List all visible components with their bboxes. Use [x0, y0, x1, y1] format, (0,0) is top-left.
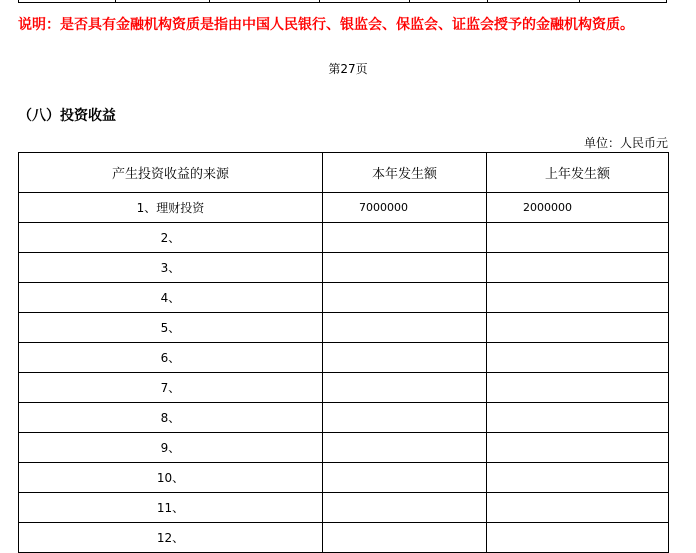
- current-year-cell: [323, 403, 487, 433]
- table-divider: [115, 0, 116, 3]
- current-year-cell: [323, 463, 487, 493]
- previous-year-cell: [487, 313, 669, 343]
- previous-year-cell: [487, 223, 669, 253]
- previous-year-cell: [487, 433, 669, 463]
- source-cell: 6、: [19, 343, 323, 373]
- table-row: [19, 283, 669, 313]
- previous-year-cell: [487, 493, 669, 523]
- table-header-row: [19, 153, 669, 193]
- source-cell: 11、: [19, 493, 323, 523]
- previous-table-remnant: [18, 0, 667, 3]
- source-cell: 10、: [19, 463, 323, 493]
- current-year-cell: 7000000: [323, 193, 487, 223]
- header-current-year: 本年发生额: [323, 153, 487, 193]
- source-cell: 1、理财投资: [19, 193, 323, 223]
- page-number: 第27页: [328, 62, 368, 76]
- source-cell: 9、: [19, 433, 323, 463]
- source-cell: 7、: [19, 373, 323, 403]
- investment-income-table: [18, 152, 669, 553]
- table-row: [19, 493, 669, 523]
- header-source: 产生投资收益的来源: [19, 153, 323, 193]
- current-year-cell: [323, 253, 487, 283]
- previous-year-cell: [487, 463, 669, 493]
- previous-year-cell: [487, 373, 669, 403]
- source-cell: 12、: [19, 523, 323, 553]
- previous-year-cell: 2000000: [487, 193, 669, 223]
- previous-year-cell: [487, 523, 669, 553]
- table-divider: [579, 0, 580, 3]
- table-row: [19, 193, 669, 223]
- current-year-cell: [323, 523, 487, 553]
- table-row: [19, 313, 669, 343]
- previous-year-cell: [487, 253, 669, 283]
- table-divider: [209, 0, 210, 3]
- table-row: [19, 253, 669, 283]
- table-row: [19, 523, 669, 553]
- source-cell: 4、: [19, 283, 323, 313]
- source-cell: 2、: [19, 223, 323, 253]
- table-row: [19, 343, 669, 373]
- table-divider: [319, 0, 320, 3]
- previous-year-cell: [487, 403, 669, 433]
- table-row: [19, 223, 669, 253]
- header-previous-year: 上年发生额: [487, 153, 669, 193]
- current-year-cell: [323, 373, 487, 403]
- table-row: [19, 373, 669, 403]
- current-year-cell: [323, 433, 487, 463]
- previous-year-cell: [487, 343, 669, 373]
- current-year-cell: [323, 283, 487, 313]
- previous-year-cell: [487, 283, 669, 313]
- table-row: [19, 463, 669, 493]
- currency-unit-label: 单位：人民币元: [583, 136, 668, 150]
- current-year-cell: [323, 493, 487, 523]
- source-cell: 3、: [19, 253, 323, 283]
- current-year-cell: [323, 343, 487, 373]
- table-divider: [409, 0, 410, 3]
- current-year-cell: [323, 313, 487, 343]
- table-row: [19, 403, 669, 433]
- current-year-cell: [323, 223, 487, 253]
- table-divider: [487, 0, 488, 3]
- source-cell: 8、: [19, 403, 323, 433]
- qualification-note: 说明：是否具有金融机构资质是指由中国人民银行、银监会、保监会、证监会授予的金融机构资质。: [18, 17, 634, 33]
- table-row: [19, 433, 669, 463]
- source-cell: 5、: [19, 313, 323, 343]
- section-title: （八）投资收益: [18, 108, 116, 124]
